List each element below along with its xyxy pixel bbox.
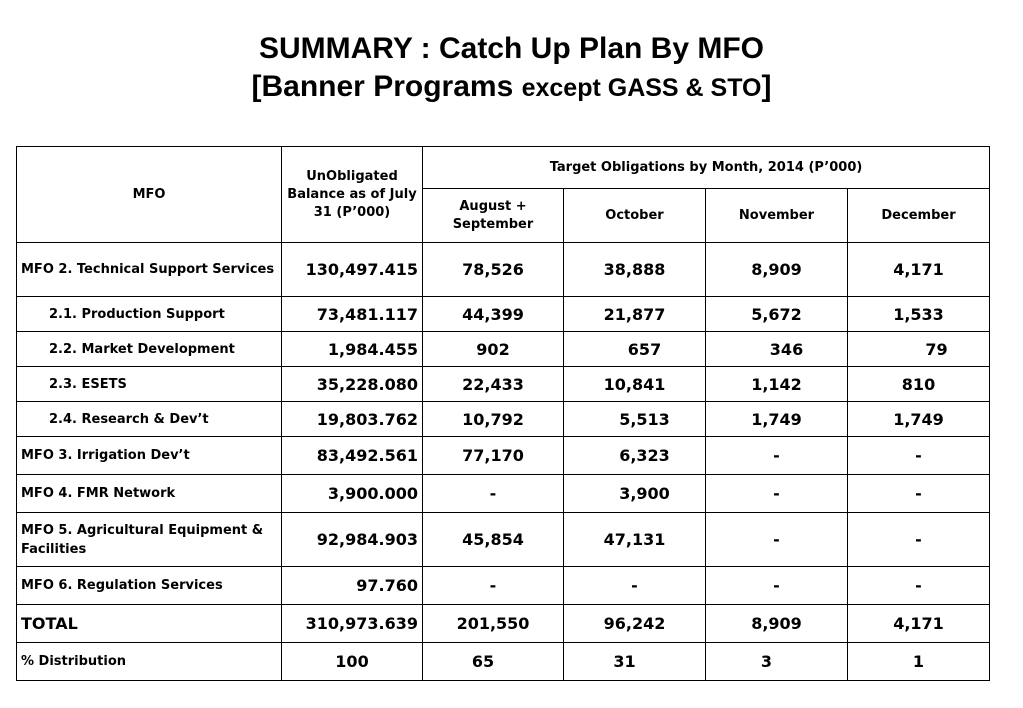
row-balance: 97.760 <box>282 567 423 605</box>
row-dec: - <box>848 475 990 513</box>
row-nov: 5,672 <box>706 297 848 332</box>
row-oct: - <box>564 567 706 605</box>
row-aug-sep: 902 <box>423 332 564 367</box>
row-nov: 1,142 <box>706 367 848 402</box>
row-oct: 657 <box>564 332 706 367</box>
row-dec: - <box>848 513 990 567</box>
title-line-1: SUMMARY : Catch Up Plan By MFO <box>258 32 765 65</box>
row-nov: 8,909 <box>706 243 848 297</box>
row-dec: 79 <box>848 332 990 367</box>
header-balance: UnObligated Balance as of July 31 (P’000) <box>282 147 423 243</box>
row-dec: 4,171 <box>848 605 990 643</box>
page-title <box>0 30 1023 107</box>
row-aug-sep: 201,550 <box>423 605 564 643</box>
row-dec: 1,749 <box>848 402 990 437</box>
row-oct: 10,841 <box>564 367 706 402</box>
row-balance: 3,900.000 <box>282 475 423 513</box>
row-label: 2.1. Production Support <box>17 297 282 332</box>
row-label: 2.2. Market Development <box>17 332 282 367</box>
row-nov: 346 <box>706 332 848 367</box>
table-row <box>17 297 990 332</box>
title-main: Banner Programs <box>261 70 522 103</box>
row-oct: 21,877 <box>564 297 706 332</box>
title-bracket-open: [ <box>251 70 262 103</box>
table-row <box>17 243 990 297</box>
row-label: MFO 3. Irrigation Dev’t <box>17 437 282 475</box>
table-row <box>17 513 990 567</box>
table-row <box>17 402 990 437</box>
row-balance: 19,803.762 <box>282 402 423 437</box>
row-nov: - <box>706 475 848 513</box>
row-nov: - <box>706 437 848 475</box>
row-dec: 1,533 <box>848 297 990 332</box>
title-line-2 <box>0 68 1023 107</box>
row-aug-sep: 78,526 <box>423 243 564 297</box>
row-label: MFO 6. Regulation Services <box>17 567 282 605</box>
row-aug-sep: 77,170 <box>423 437 564 475</box>
row-aug-sep: - <box>423 567 564 605</box>
summary-table <box>16 146 990 681</box>
table-row <box>17 605 990 643</box>
row-nov: 3 <box>706 643 848 681</box>
row-label: MFO 5. Agricultural Equipment & Facilities <box>17 513 282 567</box>
row-balance: 83,492.561 <box>282 437 423 475</box>
row-nov: 1,749 <box>706 402 848 437</box>
row-dec: - <box>848 567 990 605</box>
row-aug-sep: 44,399 <box>423 297 564 332</box>
row-balance: 130,497.415 <box>282 243 423 297</box>
row-balance: 100 <box>282 643 423 681</box>
table-body <box>17 243 990 681</box>
row-label: % Distribution <box>17 643 282 681</box>
header-target: Target Obligations by Month, 2014 (P’000) <box>423 147 990 189</box>
row-label: 2.3. ESETS <box>17 367 282 402</box>
header-month-oct: October <box>564 189 706 243</box>
row-aug-sep: - <box>423 475 564 513</box>
row-label: TOTAL <box>17 605 282 643</box>
header-month-aug-sep: August + September <box>423 189 564 243</box>
row-aug-sep: 45,854 <box>423 513 564 567</box>
row-dec: - <box>848 437 990 475</box>
row-label: 2.4. Research & Dev’t <box>17 402 282 437</box>
table-row <box>17 643 990 681</box>
table-row <box>17 567 990 605</box>
row-oct: 3,900 <box>564 475 706 513</box>
row-nov: - <box>706 567 848 605</box>
table-row <box>17 332 990 367</box>
header-row-1 <box>17 147 990 189</box>
row-balance: 35,228.080 <box>282 367 423 402</box>
row-balance: 1,984.455 <box>282 332 423 367</box>
row-oct: 31 <box>564 643 706 681</box>
row-oct: 47,131 <box>564 513 706 567</box>
row-oct: 96,242 <box>564 605 706 643</box>
row-oct: 5,513 <box>564 402 706 437</box>
table-row <box>17 367 990 402</box>
row-oct: 6,323 <box>564 437 706 475</box>
row-nov: 8,909 <box>706 605 848 643</box>
row-balance: 310,973.639 <box>282 605 423 643</box>
title-bracket-close: ] <box>761 70 772 103</box>
row-dec: 810 <box>848 367 990 402</box>
row-aug-sep: 65 <box>423 643 564 681</box>
row-dec: 1 <box>848 643 990 681</box>
row-label: MFO 2. Technical Support Services <box>17 243 282 297</box>
row-balance: 73,481.117 <box>282 297 423 332</box>
header-month-nov: November <box>706 189 848 243</box>
table-row <box>17 475 990 513</box>
row-label: MFO 4. FMR Network <box>17 475 282 513</box>
row-oct: 38,888 <box>564 243 706 297</box>
header-month-dec: December <box>848 189 990 243</box>
table-row <box>17 437 990 475</box>
row-nov: - <box>706 513 848 567</box>
row-aug-sep: 22,433 <box>423 367 564 402</box>
row-balance: 92,984.903 <box>282 513 423 567</box>
row-aug-sep: 10,792 <box>423 402 564 437</box>
row-dec: 4,171 <box>848 243 990 297</box>
title-small: except GASS & STO <box>521 74 762 102</box>
header-mfo: MFO <box>17 147 282 243</box>
